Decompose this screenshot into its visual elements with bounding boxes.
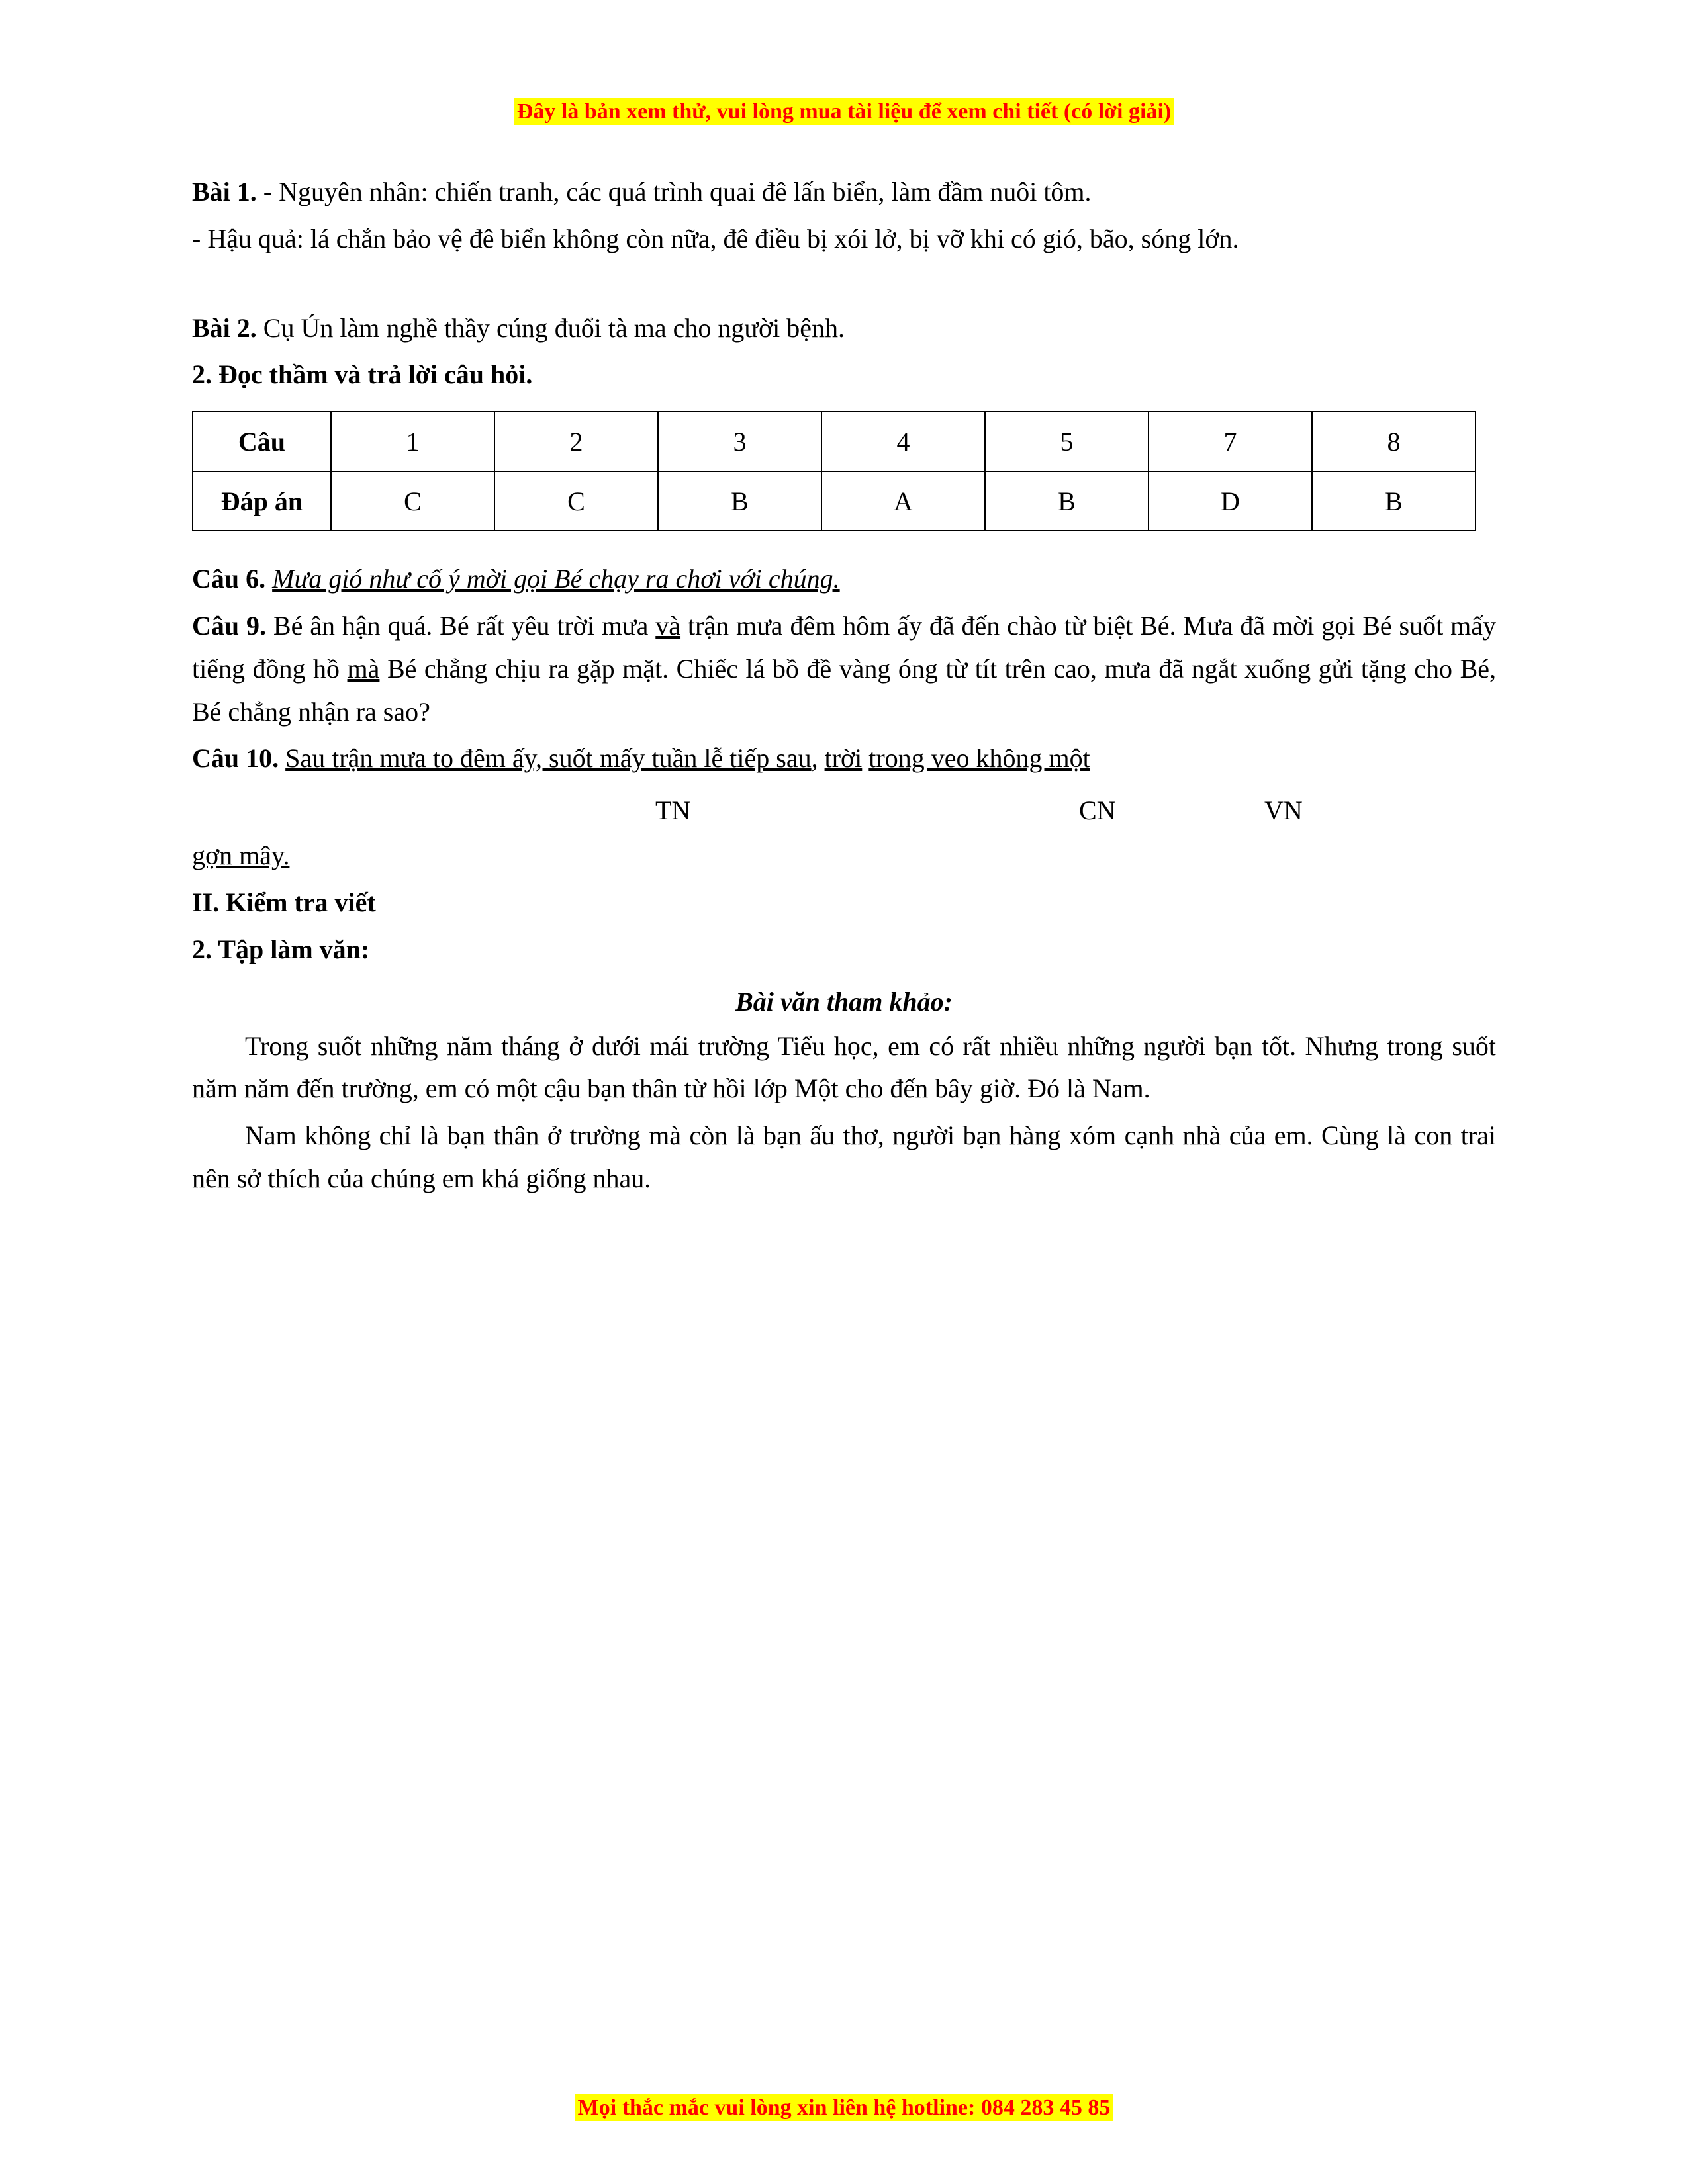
sentence-part-labels [192, 790, 1496, 831]
row-label-dapan: Đáp án [193, 471, 331, 531]
question-cell-3: 3 [658, 412, 821, 471]
question-cell-7: 8 [1312, 412, 1476, 471]
question-cell-1: 1 [331, 412, 494, 471]
section-ii-heading [192, 882, 1496, 925]
section-ii-heading-text: II. Kiểm tra viết [192, 887, 376, 917]
cau10-continuation-text: gợn mây. [192, 841, 290, 871]
table-row-answers [193, 471, 1476, 531]
cau6-paragraph [192, 558, 1496, 601]
answer-cell-7: B [1312, 471, 1476, 531]
cau10-comma: , [811, 743, 825, 774]
section-2-heading-text: 2. Đọc thầm và trả lời câu hỏi. [192, 359, 533, 390]
footer-banner [0, 2095, 1688, 2120]
table-row-questions [193, 412, 1476, 471]
question-cell-2: 2 [494, 412, 658, 471]
bai1-paragraph [192, 171, 1496, 214]
answer-cell-2: C [494, 471, 658, 531]
preview-banner-text: Đây là bản xem thử, vui lòng mua tài liệu để xem chi tiết (có lời giải) [514, 98, 1174, 125]
cau9-underline-va: và [655, 610, 681, 641]
bai2-text: Cụ Ún làm nghề thầy cúng đuổi tà ma cho người bệnh. [256, 312, 845, 343]
cau9-part3: Bé chẳng chịu ra gặp mặt. Chiếc lá bồ đề vàng óng từ tít trên cao, mưa đã ngắt xuống gửi tặng cho Bé, Bé chẳng nhận ra sao? [192, 653, 1497, 727]
question-cell-6: 7 [1149, 412, 1312, 471]
cau6-label: Câu 6. [192, 564, 266, 594]
cau9-paragraph [192, 605, 1496, 733]
answer-cell-4: A [821, 471, 985, 531]
cau9-part1: Bé ân hận quá. Bé rất yêu trời mưa [266, 610, 656, 641]
cau10-space [862, 743, 868, 773]
answer-key-table [192, 411, 1476, 531]
question-cell-4: 4 [821, 412, 985, 471]
cau9-part2: trận mưa đêm hôm ấy đã đến chào từ biệt Bé. Mưa đã mời gọi Bé suốt mấy tiếng đồng hồ [192, 610, 1496, 684]
bai2-label: Bài 2. [192, 312, 257, 343]
label-cn: CN [1079, 796, 1116, 826]
row-label-cau: Câu [193, 412, 331, 471]
essay-paragraph-1: Trong suốt những năm tháng ở dưới mái trường Tiểu học, em có rất nhiều những người bạn tốt. Nhưng trong suốt năm năm đến trường, em có một cậu bạn thân từ hồi lớp Một cho đến bây giờ. Đó là Nam. [192, 1030, 1496, 1104]
label-vn: VN [1264, 796, 1303, 826]
spacer [192, 538, 1496, 558]
answer-cell-5: B [985, 471, 1149, 531]
bai1-hauqua-paragraph: - Hậu quả: lá chắn bảo vệ đê biển không còn nữa, đê điều bị xói lở, bị vỡ khi có gió, bão, sóng lớn. [192, 223, 1239, 253]
preview-banner [192, 99, 1496, 124]
bai1-label: Bài 1. [192, 177, 257, 206]
label-tn: TN [655, 796, 691, 826]
cau10-vn-segment: trong veo không một [868, 743, 1090, 774]
bai2-paragraph [192, 307, 1496, 350]
cau6-text: Mưa gió như cố ý mời gọi Bé chạy ra chơi với chúng. [272, 564, 840, 594]
answer-cell-3: B [658, 471, 821, 531]
section-2-heading [192, 353, 1496, 396]
essay-heading: Bài văn tham khảo: [735, 986, 953, 1017]
essay-paragraph-2: Nam không chỉ là bạn thân ở trường mà còn là bạn ấu thơ, người bạn hàng xóm cạnh nhà của em. Cùng là con trai nên sở thích của chúng em khá giống nhau. [192, 1120, 1496, 1193]
bai1-text: - Nguyên nhân: chiến tranh, các quá trình quai đê lấn biển, làm đầm nuôi tôm. [256, 177, 1092, 206]
section-tlv-heading-text: 2. Tập làm văn: [192, 934, 370, 964]
cau10-label: Câu 10. [192, 743, 279, 774]
cau10-paragraph [192, 737, 1496, 780]
cau10-tn-segment: Sau trận mưa to đêm ấy, suốt mấy tuần lễ tiếp sau [285, 743, 812, 774]
spacer [192, 265, 1496, 307]
cau10-cn-segment: trời [824, 743, 863, 774]
answer-cell-6: D [1149, 471, 1312, 531]
cau9-label: Câu 9. [192, 610, 267, 641]
footer-banner-text: Mọi thắc mắc vui lòng xin liên hệ hotline: 084 283 45 85 [575, 2094, 1113, 2121]
cau9-underline-ma: mà [347, 653, 380, 684]
answer-cell-1: C [331, 471, 494, 531]
section-tlv-heading [192, 929, 1496, 972]
cau10-continuation [192, 835, 1496, 878]
question-cell-5: 5 [985, 412, 1149, 471]
